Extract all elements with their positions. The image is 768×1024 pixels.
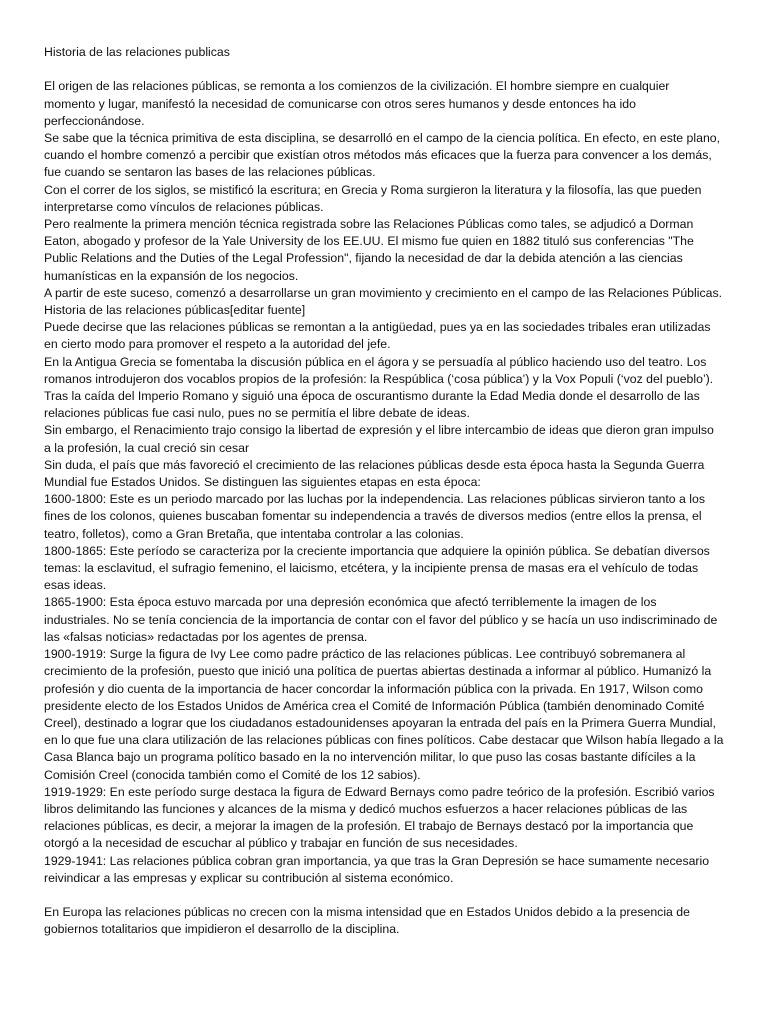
paragraph: Se sabe que la técnica primitiva de esta disciplina, se desarrolló en el campo de la ciencia política. En efecto, en este plano, cuando el hombre comenzó a percibir que existían otros métodos más eficaces que la fuerza para convencer a los demás, fue cuando se sentaron las bases de las relaciones públicas. (44, 131, 721, 180)
blank-line (44, 887, 724, 904)
paragraph: A partir de este suceso, comenzó a desarrollarse un gran movimiento y crecimiento en el campo de las Relaciones Públicas. (44, 285, 723, 300)
paragraph: 1929-1941: Las relaciones pública cobran gran importancia, ya que tras la Gran Depresión se hace sumamente necesario reivindicar a las empresas y explicar su contribución al sistema económico. (44, 853, 710, 885)
document-page (44, 44, 724, 939)
closing-paragraph: En Europa las relaciones públicas no crecen con la misma intensidad que en Estados Unidos debido a la presencia de gobiernos totalitarios que impidieron el desarrollo de la disciplina. (44, 905, 690, 937)
paragraph: Sin embargo, el Renacimiento trajo consigo la libertad de expresión y el libre intercambio de ideas que dieron gran impulso a la profesión, la cual creció sin cesar (44, 423, 714, 455)
paragraph: 1900-1919: Surge la figura de Ivy Lee como padre práctico de las relaciones públicas. Lee contribuyó sobremanera al crecimiento de la profesión, puesto que inició una política de puertas abiertas destinada a informar al público. Humanizó la profesión y dio cuenta de la importancia de hacer concordar la información pública con la privada. En 1917, Wilson como presidente electo de los Estados Unidos de América crea el Comité de Información Pública (también denominado Comité Creel), destinado a lograr que los ciudadanos estadounidenses apoyaran la entrada del país en la Primera Guerra Mundial, en lo que fue una clara utilización de las relaciones públicas con fines políticos. Cabe destacar que Wilson había llegado a la Casa Blanca bajo un programa político basado en la no intervención militar, lo que puso las cosas bastante difíciles a la Comisión Creel (conocida también como el Comité de los 12 sabios). (44, 647, 724, 782)
paragraph: 1800-1865: Este período se caracteriza por la creciente importancia que adquiere la opinión pública. Se debatían diversos temas: la esclavitud, el sufragio femenino, el laicismo, etcétera, y la incipiente prensa de masas era el vehículo de todas esas ideas. (44, 543, 710, 593)
paragraph: 1919-1929: En este período surge destaca la figura de Edward Bernays como padre teórico de la profesión. Escribió varios libros delimitando las funciones y alcances de la misma y dedicó muchos esfuerzos a hacer relaciones públicas de las relaciones públicas, es decir, a mejorar la imagen de la profesión. El trabajo de Bernays destacó por la importancia que otorgó a la necesidad de escuchar al público y trabajar en función de sus necesidades. (44, 784, 715, 851)
paragraph: 1600-1800: Este es un periodo marcado por las luchas por la independencia. Las relaciones públicas sirvieron tanto a los fines de los colonos, quienes buscaban fomentar su independencia a través de diversos medios (entre ellos la prensa, el teatro, folletos), como a Gran Bretaña, que intentaba controlar a las colonias. (44, 492, 706, 541)
paragraph: Puede decirse que las relaciones públicas se remontan a la antigüedad, pues ya en las sociedades tribales eran utilizadas en cierto modo para promover el respeto a la autoridad del jefe. (44, 320, 711, 352)
paragraph: En la Antigua Grecia se fomentaba la discusión pública en el ágora y se persuadía al público haciendo uso del teatro. Los romanos introdujeron dos vocablos propios de la profesión: la Respública (‘cosa pública’) y la Vox Populi (‘voz del pueblo’). Tras la caída del Imperio Romano y siguió una época de oscurantismo durante la Edad Media donde el desarrollo de las relaciones públicas fue casi nulo, pues no se permitía el libre debate de ideas. (44, 354, 714, 421)
paragraph: Pero realmente la primera mención técnica registrada sobre las Relaciones Públicas como tales, se adjudicó a Dorman Eaton, abogado y profesor de la Yale University de los EE.UU. El mismo fue quien en 1882 tituló sus conferencias "The Public Relations and the Duties of the Legal Profession", fijando la necesidad de dar la debida atención a las ciencias humanísticas en la expansión de los negocios. (44, 217, 694, 283)
paragraph: 1865-1900: Esta época estuvo marcada por una depresión económica que afectó terriblemente la imagen de los industriales. No se tenía conciencia de la importancia de contar con el favor del público y se hacía un uso indiscriminado de las «falsas noticias» redactadas por los agentes de prensa. (44, 595, 718, 644)
paragraph: Con el correr de los siglos, se mistificó la escritura; en Grecia y Roma surgieron la literatura y la filosofía, las que pueden interpretarse como vínculos de relaciones públicas. (44, 182, 702, 214)
paragraph: Sin duda, el país que más favoreció el crecimiento de las relaciones públicas desde esta época hasta la Segunda Guerra Mundial fue Estados Unidos. Se distinguen las siguientes etapas en esta época: (44, 457, 705, 490)
paragraph: El origen de las relaciones públicas, se remonta a los comienzos de la civilización. El hombre siempre en cualquier momento y lugar, manifestó la necesidad de comunicarse con otros seres humanos y desde entonces ha ido perfeccionándose. (44, 79, 670, 128)
document-title: Historia de las relaciones publicas (44, 45, 230, 59)
section-heading: Historia de las relaciones públicas[editar fuente] (44, 303, 306, 318)
